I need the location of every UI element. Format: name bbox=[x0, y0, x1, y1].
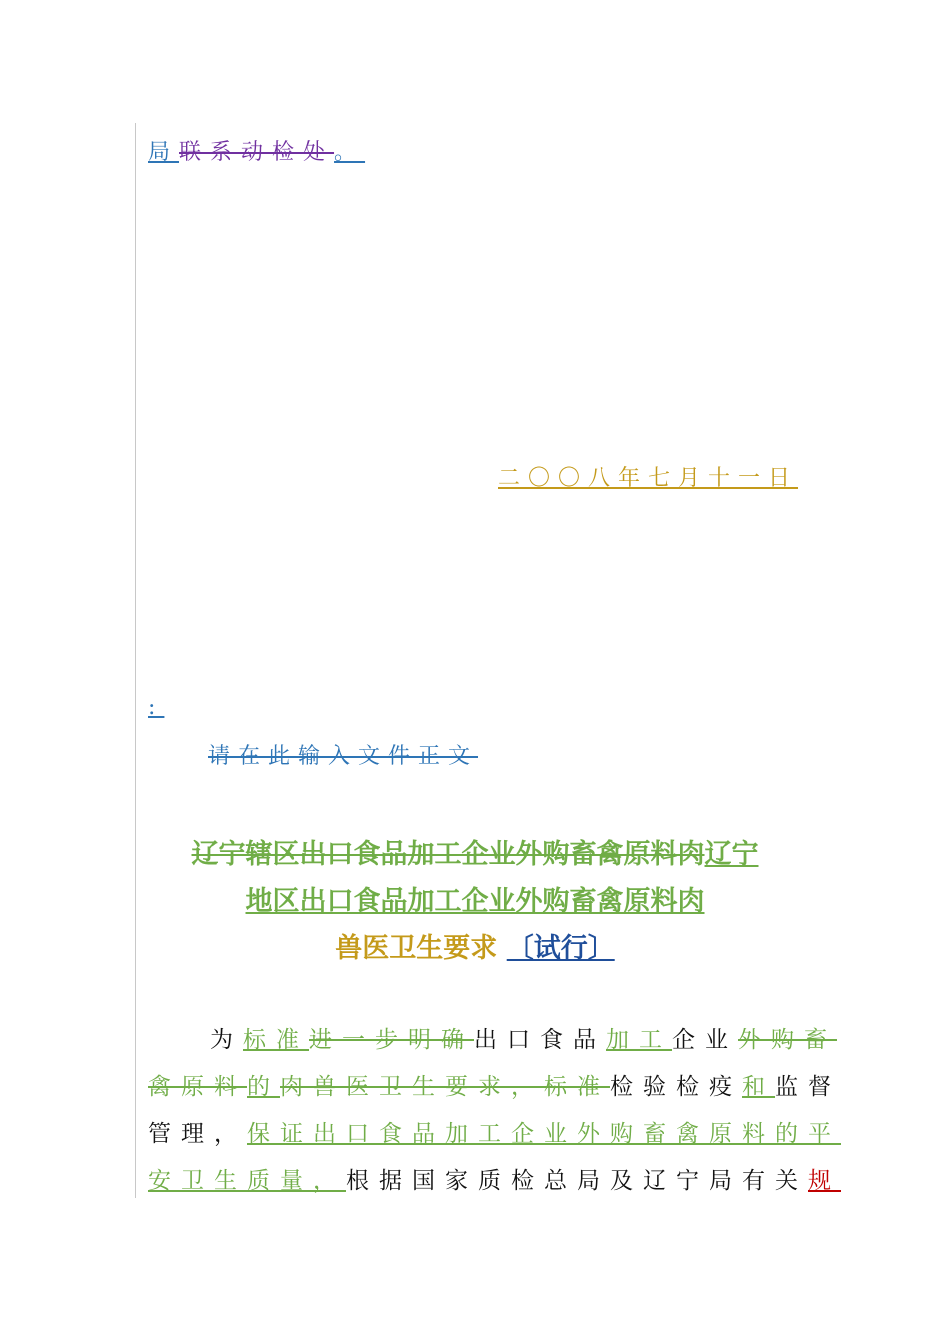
p4-s2: 规 bbox=[808, 1168, 841, 1194]
para-line-1 bbox=[210, 1021, 837, 1054]
body-placeholder: 请在此输入文件正文 bbox=[208, 744, 479, 769]
p4-s1: 根据国家质检总局及辽宁局有关 bbox=[346, 1168, 808, 1194]
p1-s3: 出口食品 bbox=[474, 1027, 606, 1053]
p1-s0: 为 bbox=[210, 1027, 243, 1053]
p2-s1: 的 bbox=[247, 1074, 280, 1100]
top-line-c: 。 bbox=[334, 140, 366, 165]
p4-s0: 安卫生质量， bbox=[148, 1168, 346, 1194]
p3-s1: 保证出口食品加工企业外购畜禽原料的平 bbox=[247, 1121, 841, 1147]
p2-s4: 和 bbox=[742, 1074, 775, 1100]
title-line3-a: 兽医卫生要求 bbox=[335, 933, 498, 964]
top-line-a: 局 bbox=[148, 140, 180, 165]
top-line bbox=[148, 135, 365, 166]
doc-title-line2 bbox=[0, 879, 950, 918]
p2-s2: 肉兽医卫生要求，标准 bbox=[280, 1074, 610, 1100]
marker bbox=[148, 695, 184, 720]
title-line1-inserted: 辽宁 bbox=[704, 839, 759, 870]
title-line1-deleted: 辽宁辖区出口食品加工企业外购畜禽原料肉 bbox=[191, 839, 705, 870]
p1-s5: 企业 bbox=[672, 1027, 738, 1053]
p1-s1: 标准 bbox=[243, 1027, 309, 1053]
title-line2-text: 地区出口食品加工企业外购畜禽原料肉 bbox=[245, 886, 705, 917]
p2-s5: 监督 bbox=[775, 1074, 841, 1100]
p1-s2: 进一步明确 bbox=[309, 1027, 474, 1053]
title-line3-b: 〔试行〕 bbox=[506, 933, 615, 964]
doc-title-line1 bbox=[0, 832, 950, 871]
para-line-2 bbox=[148, 1068, 841, 1101]
marker-text: : bbox=[148, 695, 165, 720]
para-line-3 bbox=[148, 1115, 841, 1148]
para-line-4 bbox=[148, 1162, 841, 1195]
p1-s6: 外购畜 bbox=[738, 1027, 837, 1053]
document-date: 二〇〇八年七月十一日 bbox=[498, 466, 799, 491]
p3-s0: 管理， bbox=[148, 1121, 247, 1147]
p2-s0: 禽原料 bbox=[148, 1074, 247, 1100]
p1-s4: 加工 bbox=[606, 1027, 672, 1053]
top-line-b: 联系动检处 bbox=[179, 140, 335, 165]
doc-title-line3 bbox=[0, 926, 950, 965]
p2-s3: 检验检疫 bbox=[610, 1074, 742, 1100]
revision-bar bbox=[135, 123, 136, 1198]
